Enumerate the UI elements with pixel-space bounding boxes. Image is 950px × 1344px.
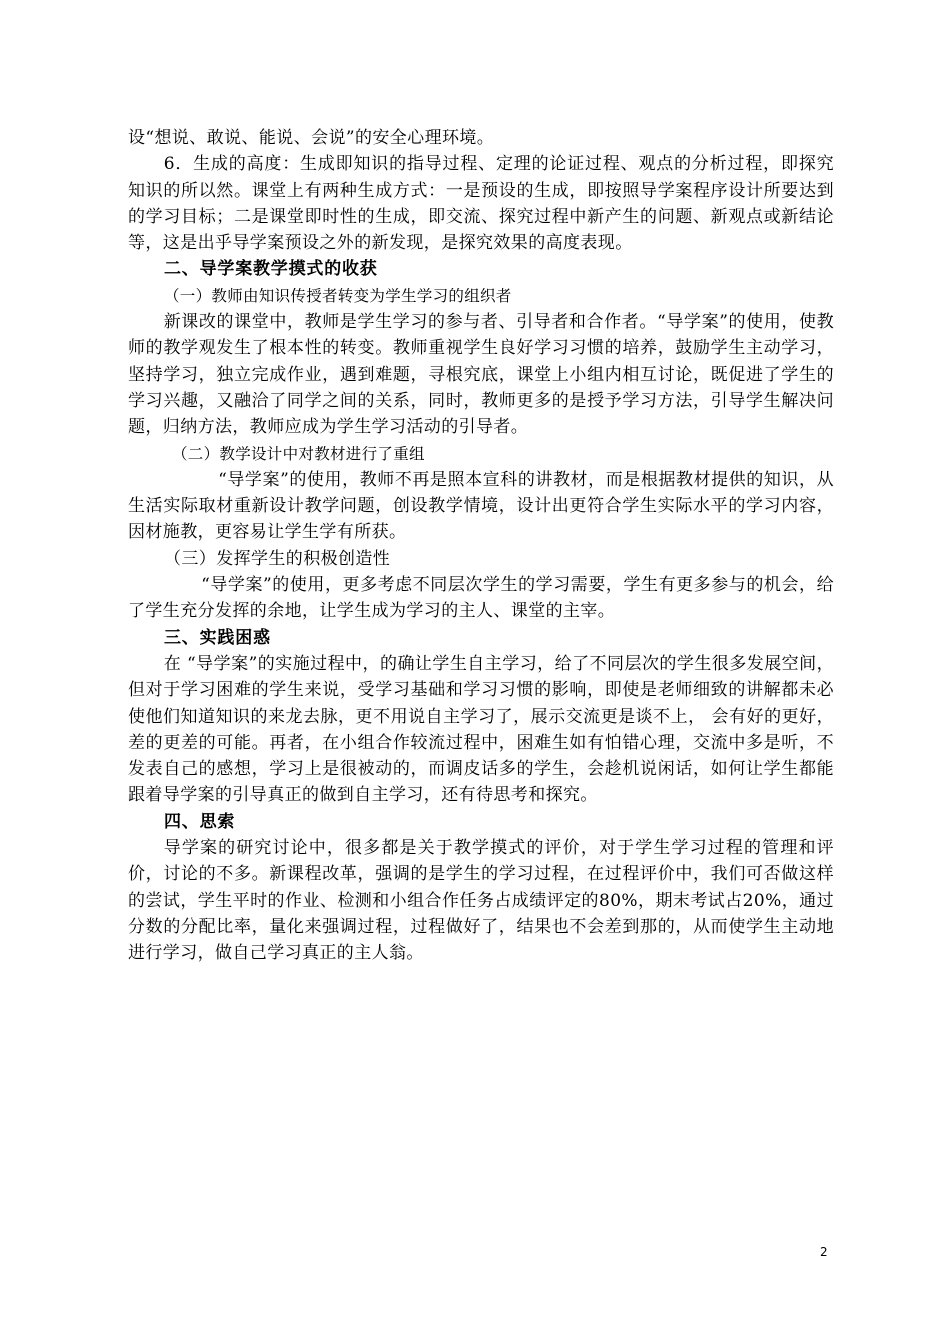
- paragraph-continuation: 设“想说、敢说、能说、会说”的安全心理环境。: [128, 128, 495, 148]
- paragraph-student-creativity: “导学案”的使用，更多考虑不同层次学生的学习需要，学生有更多参与的机会，给了学生充分发挥的余地，让学生成为学习的主人、课堂的主宰。: [128, 575, 834, 622]
- document-body: [128, 125, 834, 967]
- page-number: 2: [820, 1245, 828, 1259]
- section-heading-gains: 二、导学案教学摸式的收获: [164, 259, 378, 280]
- subheading-teaching-design: （二）教学设计中对教材进行了重组: [172, 444, 425, 463]
- subheading-student-creativity: （三）发挥学生的积极创造性: [164, 548, 391, 569]
- section-heading-reflection: 四、思索: [164, 811, 236, 832]
- paragraph-reflection: 导学案的研究讨论中，很多都是关于教学摸式的评价，对于学生学习过程的管理和评价，讨论的不多。新课程改革，强调的是学生的学习过程，在过程评价中，我们可否做这样的尝试，学生平时的作业、检测和小组合作任务占成绩评定的80%，期末考试占20%，通过分数的分配比率，量化来强调过程，过程做好了，结果也不会差到那的，从而使学生主动地进行学习，做自己学习真正的主人翁。: [128, 838, 834, 964]
- paragraph-teacher-role: 新课改的课堂中，教师是学生学习的参与者、引导者和合作者。“导学案”的使用，使教师的教学观发生了根本性的转变。教师重视学生良好学习习惯的培养，鼓励学生主动学习，坚持学习，独立完成作业，遇到难题，寻根究底，课堂上小组内相互讨论，既促进了学生的学习兴趣，又融洽了同学之间的关系，同时，教师更多的是授予学习方法，引导学生解决问题，归纳方法，教师应成为学生学习活动的引导者。: [128, 312, 834, 438]
- paragraph-generation-height: 6．生成的高度：生成即知识的指导过程、定理的论证过程、观点的分析过程，即探究知识的所以然。课堂上有两种生成方式：一是预设的生成，即按照导学案程序设计所要达到的学习目标；二是课堂即时性的生成，即交流、探究过程中新产生的问题、新观点或新结论等，这是出乎导学案预设之外的新发现，是探究效果的高度表现。: [128, 154, 834, 254]
- section-heading-confusion: 三、实践困惑: [164, 627, 271, 648]
- subheading-teacher-role: （一）教师由知识传授者转变为学生学习的组织者: [164, 286, 512, 305]
- paragraph-teaching-design: “导学案”的使用，教师不再是照本宣科的讲教材，而是根据教材提供的知识，从生活实际取材重新设计教学问题，创设教学情境，设计出更符合学生实际水平的学习内容，因材施教，更容易让学生学有所获。: [128, 469, 834, 543]
- paragraph-practice-confusion: 在 “导学案”的实施过程中，的确让学生自主学习，给了不同层次的学生很多发展空间，但对于学习困难的学生来说，受学习基础和学习习惯的影响，即使是老师细致的讲解都未必使他们知道知识的来龙去脉，更不用说自主学习了，展示交流更是谈不上， 会有好的更好，差的更差的可能。再者，在小组合作较流过程中，困难生如有怕错心理，交流中多是听，不发表自己的感想，学习上是很被动的，而调皮话多的学生，会趁机说闲话，如何让学生都能跟着导学案的引导真正的做到自主学习，还有待思考和探究。: [128, 653, 834, 806]
